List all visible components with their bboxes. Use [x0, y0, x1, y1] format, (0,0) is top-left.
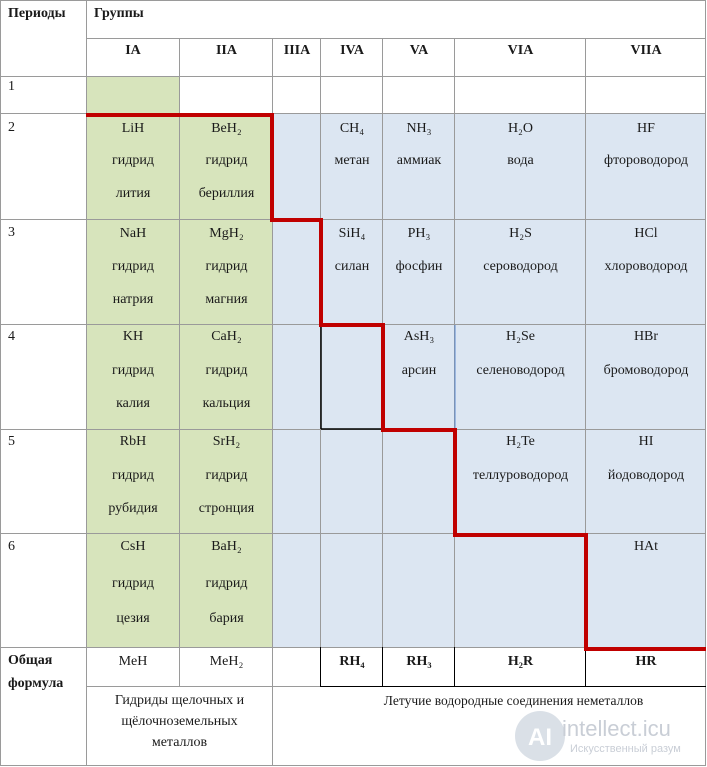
general-formula-ia: MeH [118, 654, 148, 669]
cell-formula: NaH [119, 226, 147, 241]
cell-name: арсин [401, 363, 437, 378]
cell-word: гидрид [205, 259, 248, 274]
general-formula-viia: HR [635, 654, 657, 669]
cell-name: теллуроводород [472, 468, 569, 483]
cell-formula: CsH [120, 539, 146, 554]
watermark-brand: intellect.icu [562, 716, 671, 741]
cell-name: фтороводород [604, 153, 688, 168]
cell-formula: BeH₂ [211, 121, 242, 136]
cell-name: йодоводород [607, 468, 685, 483]
cell-formula: H₂O [507, 121, 534, 136]
cell-word: гидрид [112, 468, 154, 483]
cell-word: гидрид [205, 576, 248, 591]
cell-formula: HI [638, 434, 654, 449]
formula-row-label: формула [8, 676, 64, 691]
cell-name: аммиак [396, 153, 442, 168]
cell-word: гидрид [112, 363, 154, 378]
cell-word: гидрид [205, 468, 248, 483]
cell-name: рубидия [108, 501, 158, 516]
cell-formula: RbH [119, 434, 147, 449]
svg-text:AI: AI [528, 724, 552, 751]
cell-name: лития [115, 186, 151, 201]
cell-formula: H₂Te [506, 434, 535, 449]
cell-name: селеноводород [476, 363, 565, 378]
cell-name: метан [334, 153, 370, 168]
cell-name: бромоводород [603, 363, 689, 378]
cell-word: гидрид [112, 576, 154, 591]
cell-formula: NH₃ [406, 121, 432, 136]
cell-formula: KH [122, 329, 144, 344]
group-header-ia: IA [125, 43, 141, 58]
cell-formula: MgH₂ [209, 226, 244, 241]
general-formula-via: H₂R [507, 654, 534, 669]
formula-row-label: Общая [8, 653, 53, 668]
cell-formula: HCl [634, 226, 658, 241]
cell-formula: SiH₄ [338, 226, 366, 241]
watermark-tagline: Искусственный разум [570, 743, 681, 755]
cell-name: цезия [116, 611, 150, 626]
group-header-via: VIA [507, 43, 534, 58]
periods-header: Периоды [8, 6, 66, 21]
cell-formula: PH₃ [407, 226, 431, 241]
cell-formula: CH₄ [339, 121, 365, 136]
cell-name: стронция [198, 501, 255, 516]
cell-formula: HBr [633, 329, 659, 344]
period-label-2: 2 [8, 120, 15, 135]
group-header-iiia: IIIA [283, 43, 311, 58]
general-formula-iia: MeH₂ [209, 654, 244, 669]
metal-hydrides-caption: металлов [151, 735, 208, 750]
metal-hydrides-caption: Гидриды щелочных и [114, 693, 245, 708]
group-header-iva: IVA [340, 43, 364, 58]
cell-name: силан [334, 259, 370, 274]
cell-name: бериллия [198, 186, 255, 201]
group-header-viia: VIIA [630, 43, 662, 58]
period-label-1: 1 [8, 79, 15, 94]
period-label-3: 3 [8, 225, 15, 240]
period-label-4: 4 [8, 329, 15, 344]
cell-formula: AsH₃ [403, 329, 435, 344]
cell-word: гидрид [205, 153, 248, 168]
cell-name: сероводород [483, 259, 558, 274]
cell-formula: SrH₂ [212, 434, 241, 449]
cell-word: гидрид [112, 259, 154, 274]
intellect-watermark [512, 704, 707, 767]
cell-formula: HF [637, 121, 655, 136]
period-label-6: 6 [8, 539, 15, 554]
cell-word: гидрид [112, 153, 154, 168]
cell-formula: H₂S [509, 226, 532, 241]
metal-hydrides-caption: щёлочноземельных [121, 714, 238, 729]
general-formula-va: RH₃ [406, 654, 432, 669]
cell-name: фосфин [395, 259, 443, 274]
cell-name: магния [205, 292, 248, 307]
nonmetal-hydrides-caption: Летучие водородные соединения неметаллов [383, 693, 644, 708]
cell-formula: BaH₂ [211, 539, 242, 554]
cell-formula: LiH [121, 121, 145, 136]
groups-header: Группы [94, 6, 144, 21]
cell-word: гидрид [205, 363, 248, 378]
cell-formula: CaH₂ [211, 329, 242, 344]
period-label-5: 5 [8, 434, 15, 449]
cell-formula: H₂Se [506, 329, 535, 344]
cell-name: вода [507, 153, 534, 168]
cell-name: калия [116, 396, 150, 411]
cell-name: натрия [112, 292, 154, 307]
group-header-iia: IIA [215, 43, 237, 58]
cell-name: кальция [202, 396, 251, 411]
cell-name: хлороводород [604, 259, 688, 274]
cell-name: бария [209, 611, 244, 626]
group-header-va: VA [409, 43, 429, 58]
cell-formula: HAt [633, 539, 659, 554]
general-formula-iva: RH₄ [339, 654, 365, 669]
